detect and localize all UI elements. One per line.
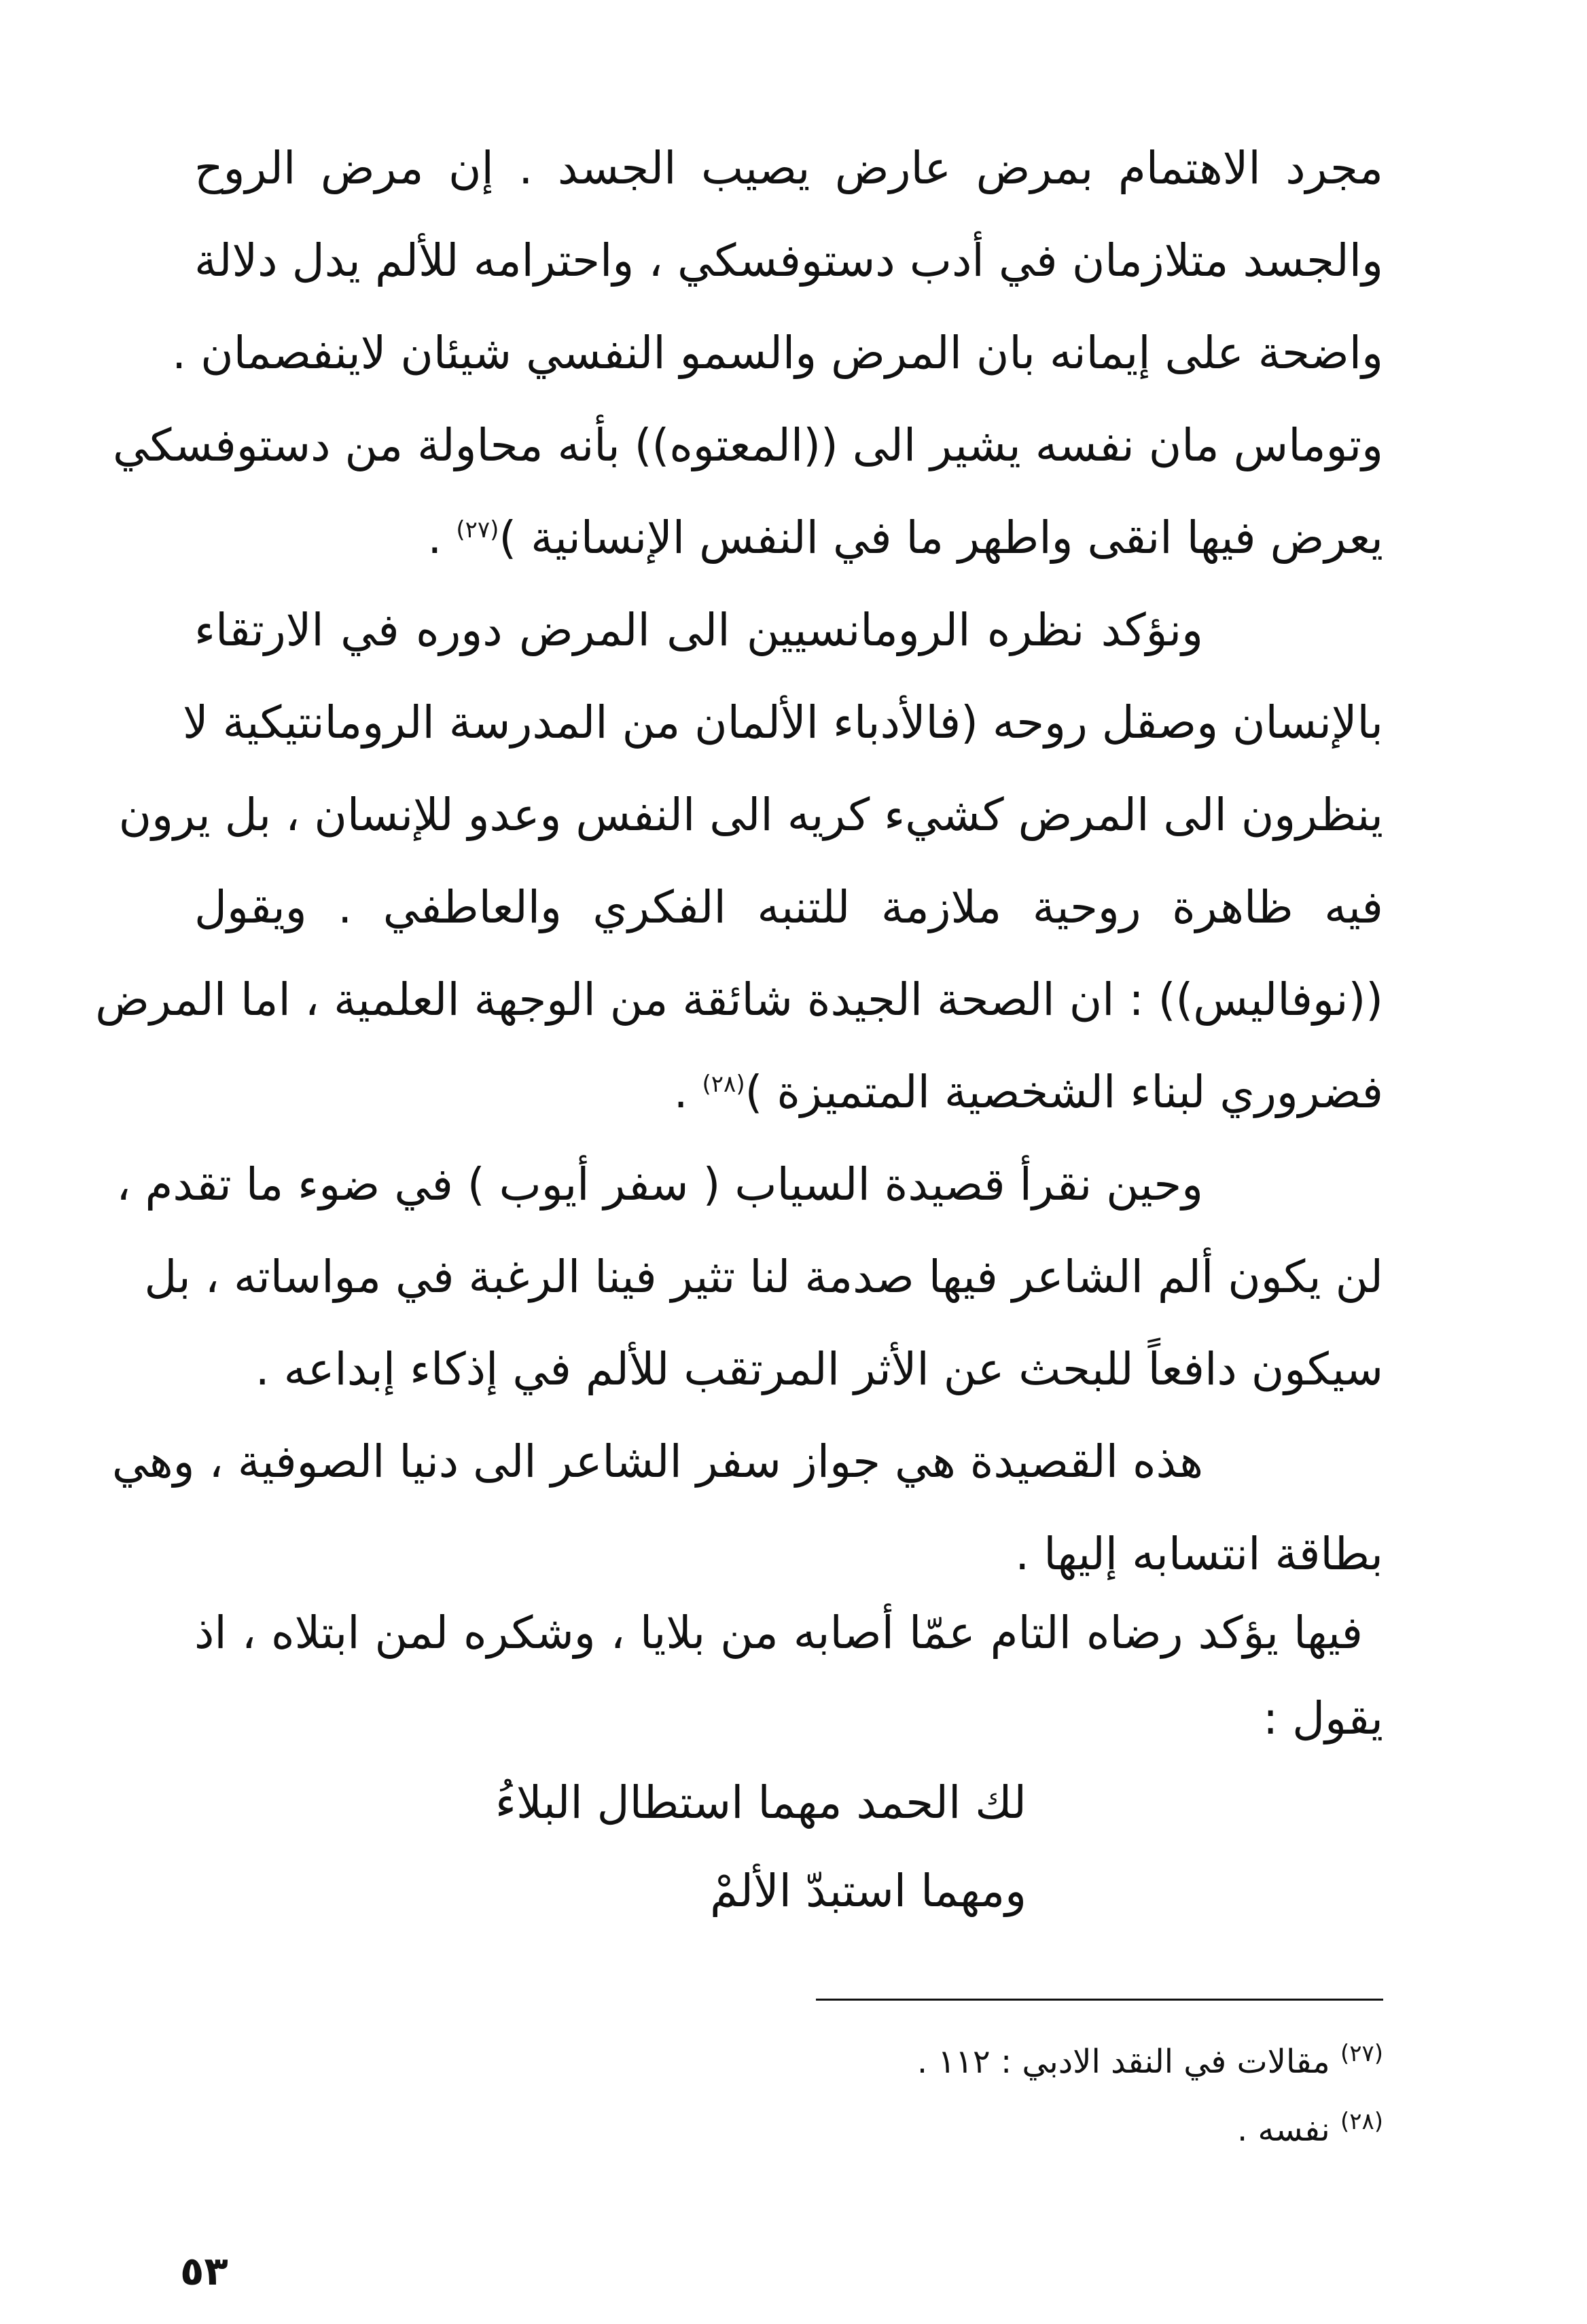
footnote-marker: (٢٨)	[1340, 2108, 1383, 2135]
footnote-separator	[816, 1999, 1383, 2001]
footnote-text: مقالات في النقد الادبي : ١١٢ .	[916, 2043, 1340, 2081]
body-line: والجسد متلازمان في أدب دستوفسكي ، واحترامه للألم يدل دلالة	[194, 234, 1383, 287]
footnote-text: نفسه .	[1236, 2111, 1340, 2149]
sentence-end: .	[673, 1066, 702, 1118]
body-line: ((نوفاليس)) : ان الصحة الجيدة شائقة من الوجهة العلمية ، اما المرض	[95, 973, 1383, 1026]
body-line: بطاقة انتسابه إليها .	[1015, 1528, 1383, 1580]
body-line-text: يعرض فيها انقى واطهر ما في النفس الإنسانية )	[499, 512, 1383, 564]
verse-line: لك الحمد مهما استطال البلاءُ	[495, 1776, 1027, 1829]
body-line: يقول :	[1262, 1692, 1383, 1745]
body-line: فيه ظاهرة روحية ملازمة للتنبه الفكري والعاطفي . ويقول	[194, 881, 1383, 933]
page-number: ٥٣	[180, 2248, 228, 2294]
body-line	[194, 1061, 1383, 1124]
body-line: بالإنسان وصقل روحه (فالأدباء الألمان من المدرسة الرومانتيكية لا	[183, 696, 1383, 749]
body-line: ونؤكد نظره الرومانسيين الى المرض دوره في الارتقاء	[194, 604, 1203, 656]
footnote-ref-27: (٢٧)	[456, 516, 499, 543]
footnote-27	[917, 2038, 1383, 2086]
body-line: واضحة على إيمانه بان المرض والسمو النفسي شيئان لاينفصمان .	[172, 327, 1383, 379]
body-line	[194, 507, 1383, 569]
body-line: ينظرون الى المرض كشيء كريه الى النفس وعدو للإنسان ، بل يرون	[118, 789, 1383, 841]
body-line: وحين نقرأ قصيدة السياب ( سفر أيوب ) في ضوء ما تقدم ،	[116, 1158, 1203, 1211]
body-line: وتوماس مان نفسه يشير الى ((المعتوه)) بأنه محاولة من دستوفسكي	[112, 419, 1383, 471]
body-line: لن يكون ألم الشاعر فيها صدمة لنا تثير فينا الرغبة في مواساته ، بل	[144, 1251, 1383, 1303]
sentence-end: .	[427, 512, 457, 564]
body-line: هذه القصيدة هي جواز سفر الشاعر الى دنيا الصوفية ، وهي	[111, 1435, 1203, 1488]
footnote-ref-28: (٢٨)	[702, 1071, 745, 1098]
verse-line: ومهما استبدّ الألمْ	[710, 1865, 1027, 1917]
body-line: سيكون دافعاً للبحث عن الأثر المرتقب للألم في إذكاء إبداعه .	[255, 1343, 1383, 1395]
body-line-text: فضروري لبناء الشخصية المتميزة )	[745, 1066, 1383, 1118]
footnote-28	[1237, 2106, 1383, 2153]
footnote-marker: (٢٧)	[1340, 2040, 1383, 2067]
body-line: فيها يؤكد رضاه التام عمّا أصابه من بلايا ، وشكره لمن ابتلاه ، اذ	[194, 1607, 1363, 1659]
body-line: مجرد الاهتمام بمرض عارض يصيب الجسد . إن مرض الروح	[194, 142, 1383, 194]
